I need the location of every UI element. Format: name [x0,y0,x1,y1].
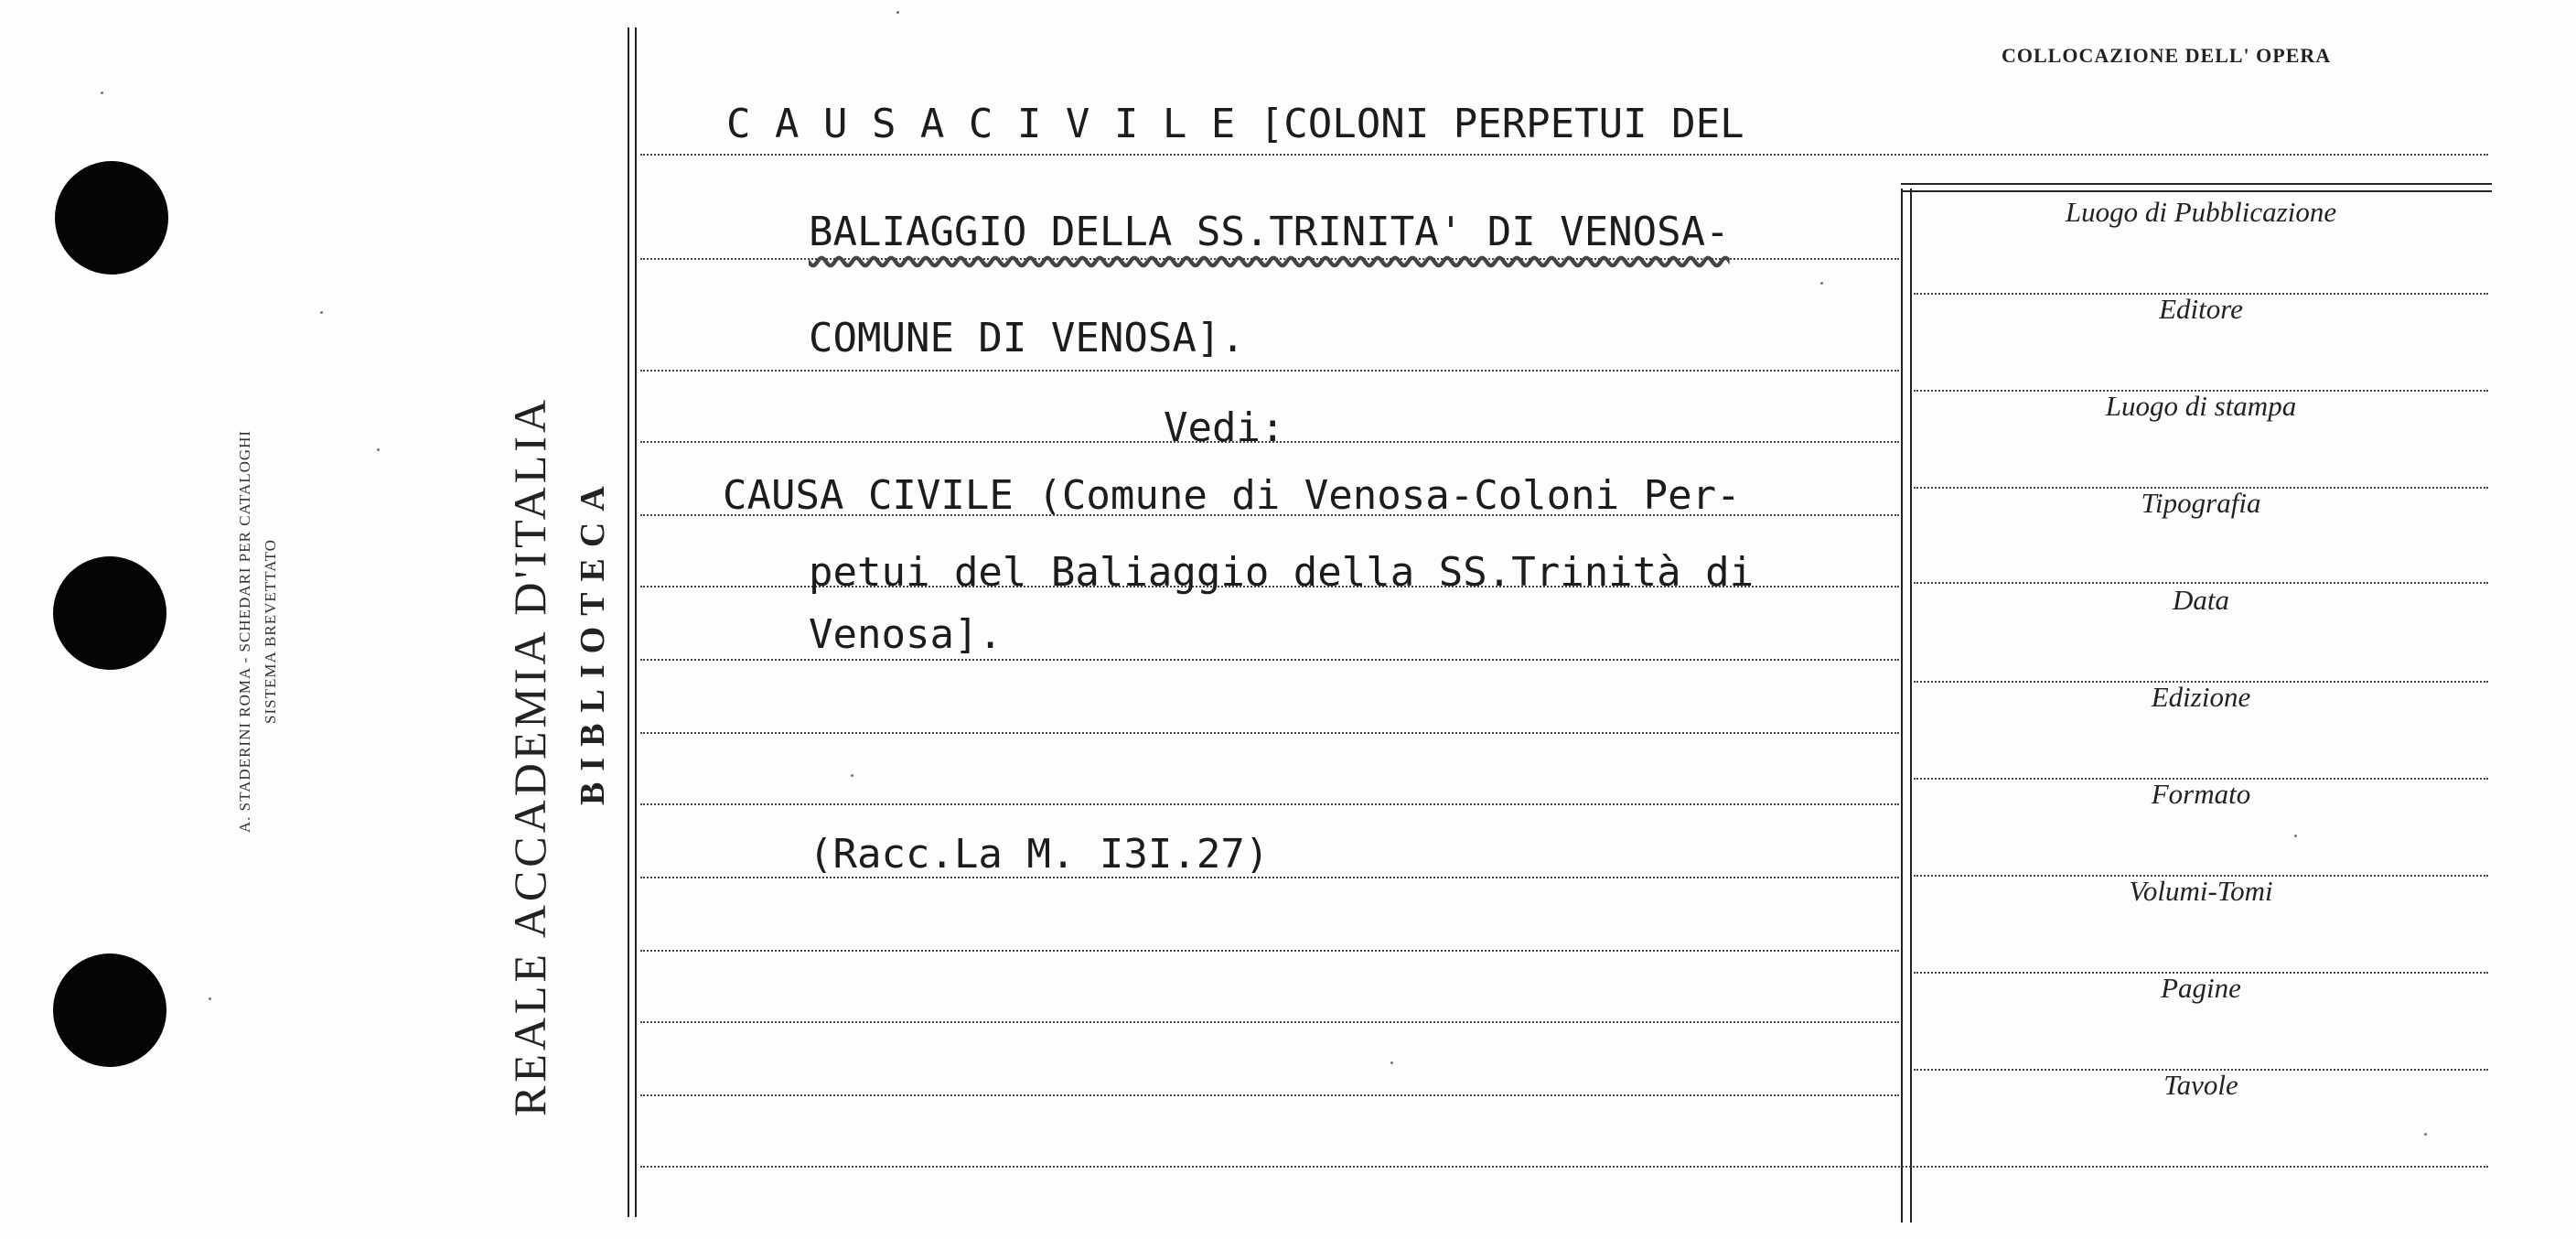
scan-speck [377,448,380,451]
card-rule [640,1094,1899,1096]
field-label-volumi-tomi: Volumi-Tomi [2129,875,2273,907]
scan-speck [101,92,103,94]
card-rule [640,154,2488,156]
scan-speck [1820,282,1823,285]
field-label-data: Data [2173,584,2229,616]
panel-left-border [1901,189,1903,1223]
card-rule [640,258,1899,260]
see-also-label: Vedi: [1164,404,1285,451]
scan-speck [209,997,211,1000]
card-text-line: COMUNE DI VENOSA]. [809,315,1245,361]
card-rule [640,659,1899,661]
card-left-border [628,27,629,1217]
scan-speck [851,774,853,777]
sidebar-title: REALE ACCADEMIA D'ITALIA [504,395,555,1116]
panel-top-border [1901,183,2492,185]
scan-speck [1390,1061,1393,1064]
scan-speck [896,11,899,14]
field-label-pagine: Pagine [2161,972,2241,1004]
field-label-tipografia: Tipografia [2141,487,2261,519]
card-text-line: BALIAGGIO DELLA SS.TRINITA' DI VENOSA- [809,209,1730,255]
card-heading: C A U S A C I V I L E [COLONI PERPETUI DEL [726,101,1744,147]
card-rule [640,732,1899,734]
card-rule [640,1021,1899,1023]
cross-reference-line: CAUSA CIVILE (Comune di Venosa-Coloni Per- [723,472,1741,519]
binder-hole-bottom [53,953,166,1067]
binder-hole-middle [53,556,166,670]
field-label-editore: Editore [2159,293,2243,325]
scan-speck [2294,835,2297,837]
field-label-tavole: Tavole [2163,1069,2238,1101]
collocazione-header: COLLOCAZIONE DELL' OPERA [2002,44,2332,67]
cross-reference-line: Venosa]. [809,611,1003,658]
card-left-border-inner [635,27,637,1217]
sidebar-subtitle: BIBLIOTECA [574,475,612,805]
card-rule [640,803,1899,805]
card-rule [640,1166,2488,1168]
field-label-luogo-stampa: Luogo di stampa [2105,390,2297,422]
cross-reference-line: petui del Baliaggio della SS.Trinità di [809,549,1755,596]
printer-imprint-line1: A. STADERINI ROMA - SCHEDARI PER CATALOGHI [236,429,253,834]
panel-top-border-inner [1901,190,2492,192]
binder-hole-top [55,161,168,275]
field-label-edizione: Edizione [2151,681,2251,713]
field-label-formato: Formato [2151,778,2251,810]
card-rule [640,950,1899,952]
card-rule [640,370,1899,372]
printer-imprint-line2: SISTEMA BREVETTATO [262,539,279,724]
scan-speck [2424,1133,2427,1136]
scan-speck [320,311,323,314]
field-label-luogo-pubblicazione: Luogo di Pubblicazione [2065,196,2337,228]
printer-imprint [232,348,284,915]
shelf-reference: (Racc.La M. I3I.27) [809,831,1270,878]
